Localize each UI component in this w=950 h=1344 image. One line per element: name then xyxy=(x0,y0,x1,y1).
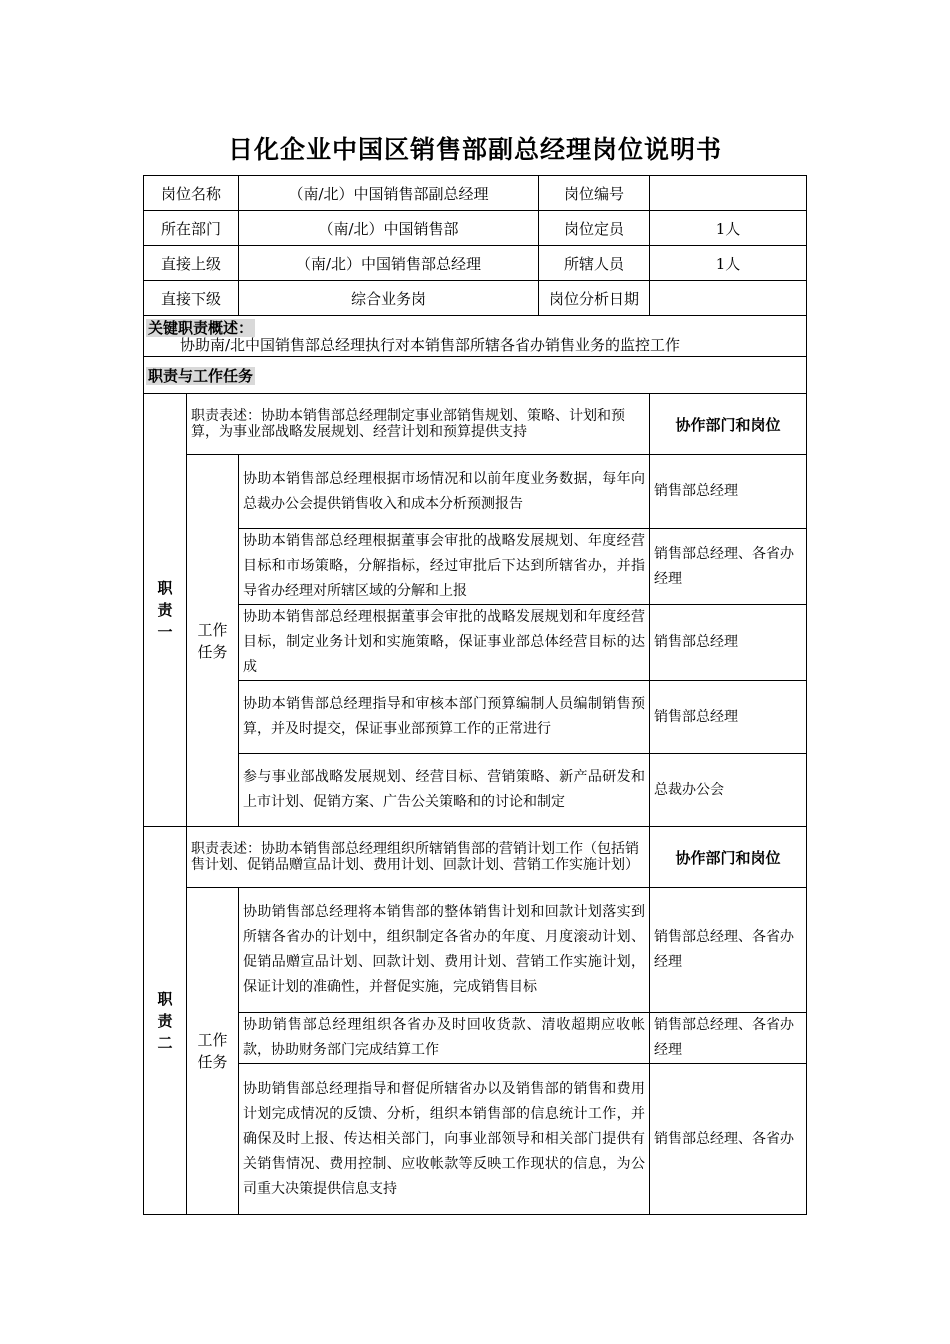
info-value xyxy=(650,176,807,211)
work-tasks-label: 工作 任务 xyxy=(187,888,239,1215)
task-text: 协助本销售部总经理根据董事会审批的战略发展规划、年度经营目标和市场策略，分解指标，经过审批后下达到所辖省办，并指导省办经理对所辖区域的分解和上报 xyxy=(239,529,650,605)
task-text: 协助本销售部总经理根据市场情况和以前年度业务数据，每年向总裁办公会提供销售收入和成本分析预测报告 xyxy=(239,455,650,529)
task-row xyxy=(144,455,807,529)
info-row xyxy=(144,281,807,316)
info-label: 岗位定员 xyxy=(539,211,650,246)
task-dept: 销售部总经理 xyxy=(650,681,807,754)
task-dept: 销售部总经理、各省办经理 xyxy=(650,1013,807,1064)
duty-description: 职责表述：协助本销售部总经理制定事业部销售规划、策略、计划和预算，为事业部战略发展规划、经营计划和预算提供支持 xyxy=(187,394,650,455)
task-row xyxy=(144,605,807,681)
task-dept: 销售部总经理、各省办经理 xyxy=(650,529,807,605)
duties-heading-row xyxy=(144,357,807,394)
task-text: 协助销售部总经理指导和督促所辖省办以及销售部的销售和费用计划完成情况的反馈、分析，组织本销售部的信息统计工作，并确保及时上报、传达相关部门，向事业部领导和相关部门提供有关销售情况、费用控制、应收帐款等反映工作现状的信息，为公司重大决策提供信息支持 xyxy=(239,1064,650,1215)
info-label: 岗位分析日期 xyxy=(539,281,650,316)
info-value xyxy=(650,281,807,316)
task-dept: 总裁办公会 xyxy=(650,754,807,827)
task-dept: 销售部总经理、各省办经理 xyxy=(650,888,807,1013)
info-label: 所辖人员 xyxy=(539,246,650,281)
info-value: 1人 xyxy=(650,246,807,281)
job-description-table xyxy=(143,175,807,1215)
task-dept: 销售部总经理、各省办 xyxy=(650,1064,807,1215)
duties-heading: 职责与工作任务 xyxy=(148,366,254,385)
info-row xyxy=(144,211,807,246)
task-row xyxy=(144,754,807,827)
task-text: 协助本销售部总经理指导和审核本部门预算编制人员编制销售预算，并及时提交，保证事业部预算工作的正常进行 xyxy=(239,681,650,754)
task-row xyxy=(144,529,807,605)
task-row xyxy=(144,1064,807,1215)
info-label: 直接下级 xyxy=(144,281,239,316)
key-summary-row xyxy=(144,316,807,357)
task-text: 参与事业部战略发展规划、经营目标、营销策略、新产品研发和上市计划、促销方案、广告公关策略和的讨论和制定 xyxy=(239,754,650,827)
info-value: （南/北）中国销售部总经理 xyxy=(239,246,539,281)
duty-description-row xyxy=(144,827,807,888)
info-value: （南/北）中国销售部 xyxy=(239,211,539,246)
duty-label: 职 责 二 xyxy=(144,827,187,1215)
duty-label: 职 责 一 xyxy=(144,394,187,827)
info-label: 岗位编号 xyxy=(539,176,650,211)
info-value: （南/北）中国销售部副总经理 xyxy=(239,176,539,211)
task-text: 协助本销售部总经理根据董事会审批的战略发展规划和年度经营目标，制定业务计划和实施策略，保证事业部总体经营目标的达成 xyxy=(239,605,650,681)
task-dept: 销售部总经理 xyxy=(650,605,807,681)
info-value: 综合业务岗 xyxy=(239,281,539,316)
info-label: 直接上级 xyxy=(144,246,239,281)
info-row xyxy=(144,176,807,211)
task-text: 协助销售部总经理组织各省办及时回收货款、清收超期应收帐款，协助财务部门完成结算工作 xyxy=(239,1013,650,1064)
duty-description-row xyxy=(144,394,807,455)
duty-description: 职责表述：协助本销售部总经理组织所辖销售部的营销计划工作（包括销售计划、促销品赠宣品计划、费用计划、回款计划、营销工作实施计划） xyxy=(187,827,650,888)
task-row xyxy=(144,1013,807,1064)
task-text: 协助销售部总经理将本销售部的整体销售计划和回款计划落实到所辖各省办的计划中，组织制定各省办的年度、月度滚动计划、促销品赠宣品计划、回款计划、费用计划、营销工作实施计划，保证计划的准确性，并督促实施，完成销售目标 xyxy=(239,888,650,1013)
task-row xyxy=(144,888,807,1013)
key-summary-heading: 关键职责概述： xyxy=(148,319,254,337)
info-row xyxy=(144,246,807,281)
task-dept: 销售部总经理 xyxy=(650,455,807,529)
info-label: 所在部门 xyxy=(144,211,239,246)
cooperation-header: 协作部门和岗位 xyxy=(650,827,807,888)
info-value: 1人 xyxy=(650,211,807,246)
key-summary-text: 协助南/北中国销售部总经理执行对本销售部所辖各省办销售业务的监控工作 xyxy=(180,336,681,354)
page-title: 日化企业中国区销售部副总经理岗位说明书 xyxy=(227,135,722,164)
task-row xyxy=(144,681,807,754)
cooperation-header: 协作部门和岗位 xyxy=(650,394,807,455)
info-label: 岗位名称 xyxy=(144,176,239,211)
work-tasks-label: 工作 任务 xyxy=(187,455,239,827)
